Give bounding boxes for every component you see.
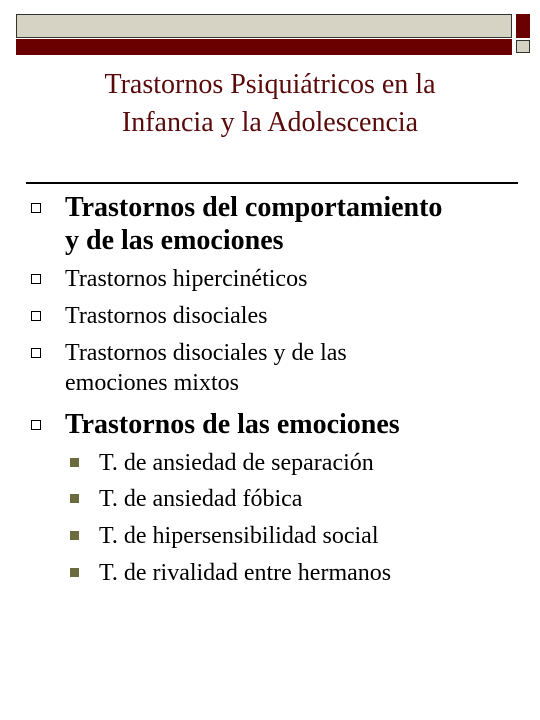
hollow-square-icon [31,311,41,321]
header-bar-dark [16,39,512,55]
header-square-dark [516,14,530,38]
filled-square-icon [70,458,79,467]
sub-item-text: T. de ansiedad de separación [99,450,374,476]
sub-item-text: T. de rivalidad entre hermanos [99,560,392,586]
hollow-square-icon [31,348,41,358]
title-divider [26,182,518,184]
header-bar-light [16,14,512,38]
filled-square-icon [70,531,79,540]
filled-square-icon [70,568,79,577]
hollow-square-icon [31,274,41,284]
sub-item-text: T. de ansiedad fóbica [99,486,303,512]
item-text: Trastornos disociales [65,303,268,329]
item-text: Trastornos del comportamiento [65,192,443,223]
hollow-square-icon [31,203,41,213]
slide-title [0,66,540,142]
item-text: Trastornos hipercinéticos [65,266,308,292]
item-text: y de las emociones [65,225,284,256]
sub-item-text: T. de hipersensibilidad social [99,523,379,549]
slide-title-line-2: Infancia y la Adolescencia [121,107,419,138]
item-text: Trastornos disociales y de las [65,340,347,366]
item-text: emociones mixtos [65,370,239,396]
hollow-square-icon [31,420,41,430]
slide-title-line-1: Trastornos Psiquiátricos en la [104,69,436,100]
header-square-light [516,40,530,53]
filled-square-icon [70,494,79,503]
item-text: Trastornos de las emociones [65,409,400,440]
